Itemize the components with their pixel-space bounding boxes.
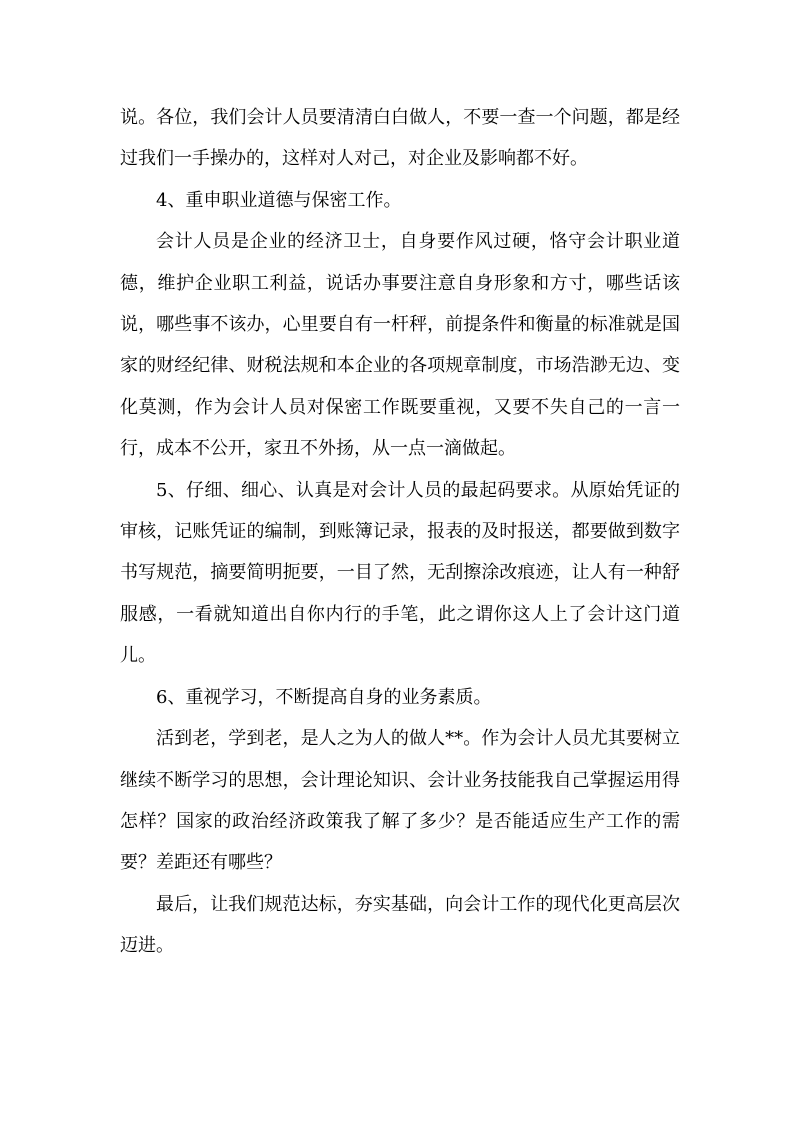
paragraph-conclusion: 最后，让我们规范达标，夯实基础，向会计工作的现代化更高层次迈进。 — [120, 893, 680, 957]
section-heading-5: 5、仔细、细心、认真是对会计人员的最起码要求。从原始凭证的审核，记账凭证的编制，到账簿记录，报表的及时报送，都要做到数字书写规范，摘要简明扼要，一目了然，无刮擦涂改痕迹，让人有一种舒服感，一看就知道出自你内行的手笔，此之谓你这人上了会计这门道儿。 — [120, 479, 680, 667]
paragraph-continuation: 说。各位，我们会计人员要清清白白做人，不要一查一个问题，都是经过我们一手操办的，这样对人对己，对企业及影响都不好。 — [120, 107, 680, 170]
section-heading-6: 6、重视学习，不断提高自身的业务素质。 — [156, 686, 492, 708]
paragraph-ethics: 会计人员是企业的经济卫士，自身要作风过硬，恪守会计职业道德，维护企业职工利益，说话办事要注意自身形象和方寸，哪些话该说，哪些事不该办，心里要自有一杆秤，前提条件和衡量的标准就是国家的财经纪律、财税法规和本企业的各项规章制度，市场浩渺无边、变化莫测，作为会计人员对保密工作既要重视，又要不失自己的一言一行，成本不公开，家丑不外扬，从一点一滴做起。 — [120, 231, 680, 460]
paragraph-learning: 活到老，学到老，是人之为人的做人**。作为会计人员尤其要树立继续不断学习的思想，会计理论知识、会计业务技能我自己掌握运用得怎样？国家的政治经济政策我了解了多少？是否能适应生产工作的需要？差距还有哪些？ — [120, 728, 680, 874]
document-body — [120, 97, 680, 967]
section-heading-4: 4、重申职业道德与保密工作。 — [156, 189, 402, 211]
